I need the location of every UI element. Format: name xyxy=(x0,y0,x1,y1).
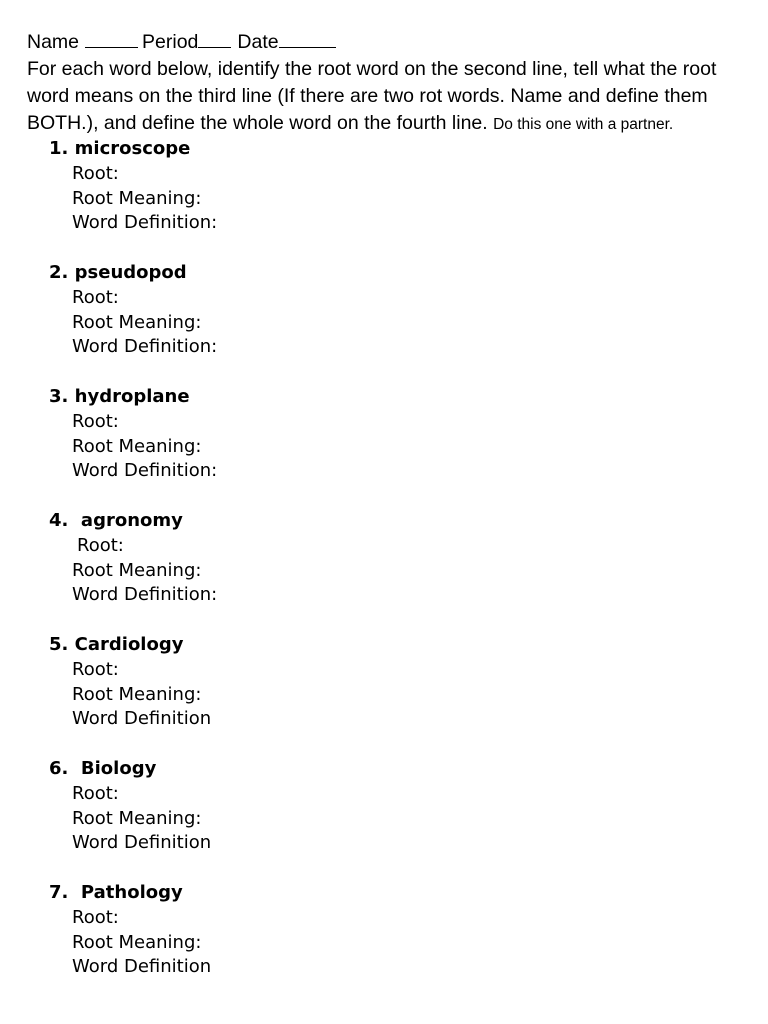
instructions-paragraph xyxy=(27,56,757,138)
instructions-text: For each word below, identify the root word on the second line, tell what the root word means on the third line (If there are two rot words. Name and define them BOTH.), and define the whole word on the fourth line. xyxy=(27,58,717,134)
word-definition-field: Word Definition: xyxy=(72,336,218,358)
name-label: Name xyxy=(27,31,80,53)
item-number: 2. xyxy=(49,261,69,283)
word-title xyxy=(49,385,649,410)
date-label: Date xyxy=(237,31,279,53)
partner-note: Do this one with a partner. xyxy=(493,116,674,133)
root-field: Root: xyxy=(72,658,119,680)
vocabulary-word: Pathology xyxy=(80,881,183,903)
word-title xyxy=(49,509,649,534)
word-definition-field: Word Definition: xyxy=(72,460,218,482)
student-info-line xyxy=(27,28,757,56)
word-definition-field: Word Definition: xyxy=(72,212,218,234)
name-blank[interactable] xyxy=(85,28,138,48)
root-meaning-field: Root Meaning: xyxy=(72,559,202,581)
item-number: 3. xyxy=(49,385,69,407)
word-title xyxy=(49,881,649,906)
word-title xyxy=(49,633,649,658)
item-number: 7. xyxy=(49,881,69,903)
word-definition-field: Word Definition: xyxy=(72,584,218,606)
vocabulary-word: pseudopod xyxy=(74,261,187,283)
worksheet-header xyxy=(27,28,757,138)
word-item-hydroplane xyxy=(49,385,649,484)
vocabulary-word: Cardiology xyxy=(74,633,184,655)
vocabulary-word: microscope xyxy=(74,138,191,159)
word-title xyxy=(49,261,649,286)
vocabulary-word: agronomy xyxy=(80,509,183,531)
root-field: Root: xyxy=(72,162,119,184)
root-meaning-field: Root Meaning: xyxy=(72,807,202,829)
word-title xyxy=(49,757,649,782)
item-number: 5. xyxy=(49,633,69,655)
word-item-biology xyxy=(49,757,649,856)
root-field: Root: xyxy=(72,410,119,432)
word-item-cardiology xyxy=(49,633,649,732)
item-number: 4. xyxy=(49,509,69,531)
word-list xyxy=(49,137,649,1005)
vocabulary-word: hydroplane xyxy=(74,385,190,407)
item-number: 6. xyxy=(49,757,69,779)
date-blank[interactable] xyxy=(279,28,336,48)
root-meaning-field: Root Meaning: xyxy=(72,683,202,705)
item-number: 1. xyxy=(49,138,69,159)
root-field: Root: xyxy=(72,906,119,928)
word-definition-field: Word Definition xyxy=(72,832,212,854)
root-meaning-field: Root Meaning: xyxy=(72,931,202,953)
word-item-agronomy xyxy=(49,509,649,608)
word-item-pathology xyxy=(49,881,649,980)
word-definition-field: Word Definition xyxy=(72,708,212,730)
period-blank[interactable] xyxy=(198,28,231,48)
root-meaning-field: Root Meaning: xyxy=(72,187,202,209)
root-field: Root: xyxy=(72,782,119,804)
word-item-microscope xyxy=(49,137,649,236)
period-label: Period xyxy=(142,31,199,53)
word-item-pseudopod xyxy=(49,261,649,360)
root-meaning-field: Root Meaning: xyxy=(72,435,202,457)
root-field: Root: xyxy=(77,534,124,556)
word-title xyxy=(49,137,649,162)
root-field: Root: xyxy=(72,286,119,308)
vocabulary-word: Biology xyxy=(80,757,157,779)
root-meaning-field: Root Meaning: xyxy=(72,311,202,333)
word-definition-field: Word Definition xyxy=(72,956,212,978)
